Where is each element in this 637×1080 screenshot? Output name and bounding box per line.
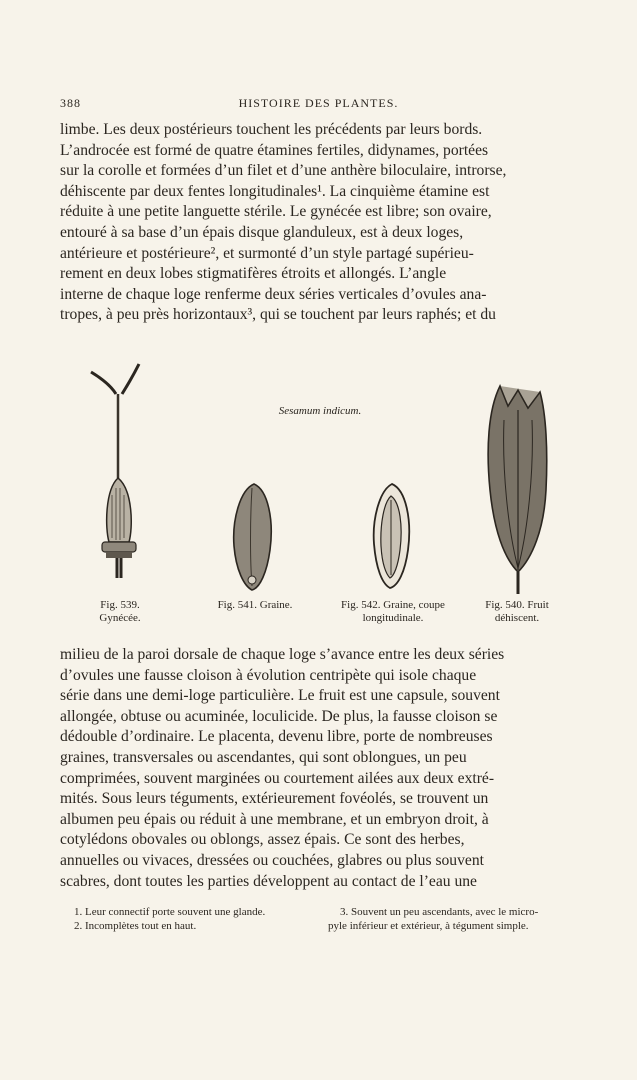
text-line: tropes, à peu près horizontaux³, qui se touchent par leurs raphés; et du: [60, 306, 496, 324]
text-line: sur la corolle et formées d’un filet et d’une anthère biloculaire, introrse,: [60, 162, 507, 180]
text-line: allongée, obtuse ou acuminée, loculicide. De plus, la fausse cloison se: [60, 707, 498, 725]
text-line: rement en deux lobes stigmatifères étroits et allongés. L’angle: [60, 265, 447, 283]
footnote: 3. Souvent un peu ascendants, avec le micro-: [340, 906, 539, 918]
text-line: antérieure et postérieure², et surmonté d’un style partagé supérieu-: [60, 244, 474, 262]
text-line: interne de chaque loge renferme deux séries verticales d’ovules ana-: [60, 285, 487, 303]
running-header: [60, 96, 577, 114]
text-line: dédouble d’ordinaire. Le placenta, devenu libre, porte de nombreuses: [60, 728, 493, 746]
text-line: limbe. Les deux postérieurs touchent les précédents par leurs bords.: [60, 121, 483, 138]
text-line: réduite à une petite languette stérile. Le gynécée est libre; son ovaire,: [60, 203, 492, 221]
text-line: graines, transversales ou ascendantes, qui sont oblongues, un peu: [60, 748, 467, 766]
text-line: L’androcée est formé de quatre étamines fertiles, didynames, portées: [60, 141, 489, 159]
seed-section-illustration: [368, 480, 418, 595]
species-label: Sesamum indicum.: [278, 405, 362, 417]
text-line: annuelles ou vivaces, dressées ou couchées, glabres ou plus souvent: [60, 851, 484, 869]
fruit-illustration: [482, 380, 554, 600]
text-line: scabres, dont toutes les parties développent au contact de l’eau une: [60, 872, 477, 890]
text-line: comprimées, souvent marginées ou courtement ailées aux deux extré-: [60, 769, 495, 787]
figure-plate: [60, 355, 572, 645]
text-line: déhiscente par deux fentes longitudinales¹. La cinquième étamine est: [60, 182, 490, 200]
running-title: HISTOIRE DES PLANTES.: [238, 96, 399, 110]
text-line: d’ovules une fausse cloison à évolution centripète qui isole chaque: [60, 666, 477, 684]
paragraph-bottom: [60, 645, 572, 892]
paragraph-top: [60, 120, 572, 326]
figure-caption: Fig. 541. Graine.: [217, 599, 293, 611]
page-number: 388: [60, 96, 81, 110]
footnote: pyle inférieur et extérieur, à tégument simple.: [328, 920, 529, 932]
text-line: albumen peu épais ou réduit à une membrane, et un embryon droit, à: [60, 810, 489, 828]
figure-caption: Fig. 542. Graine, coupe longitudinale.: [341, 599, 445, 624]
text-line: série dans une demi-loge particulière. Le fruit est une capsule, souvent: [60, 687, 500, 705]
figure-caption: Fig. 540. Fruit déhiscent.: [485, 599, 549, 624]
gynoecium-illustration: [85, 360, 155, 590]
figure-caption: Fig. 539. Gynécée.: [99, 599, 141, 624]
text-line: mités. Sous leurs téguments, extérieurement fovéolés, se trouvent un: [60, 790, 489, 808]
text-line: cotylédons obovales ou oblongs, assez épais. Ce sont des herbes,: [60, 831, 465, 849]
footnote: 2. Incomplètes tout en haut.: [74, 920, 197, 932]
text-line: milieu de la paroi dorsale de chaque loge s’avance entre les deux séries: [60, 646, 505, 663]
seed-illustration: [228, 480, 278, 595]
text-line: entouré à sa base d’un épais disque glanduleux, est à deux loges,: [60, 223, 464, 241]
footnote: 1. Leur connectif porte souvent une glande.: [74, 906, 266, 918]
